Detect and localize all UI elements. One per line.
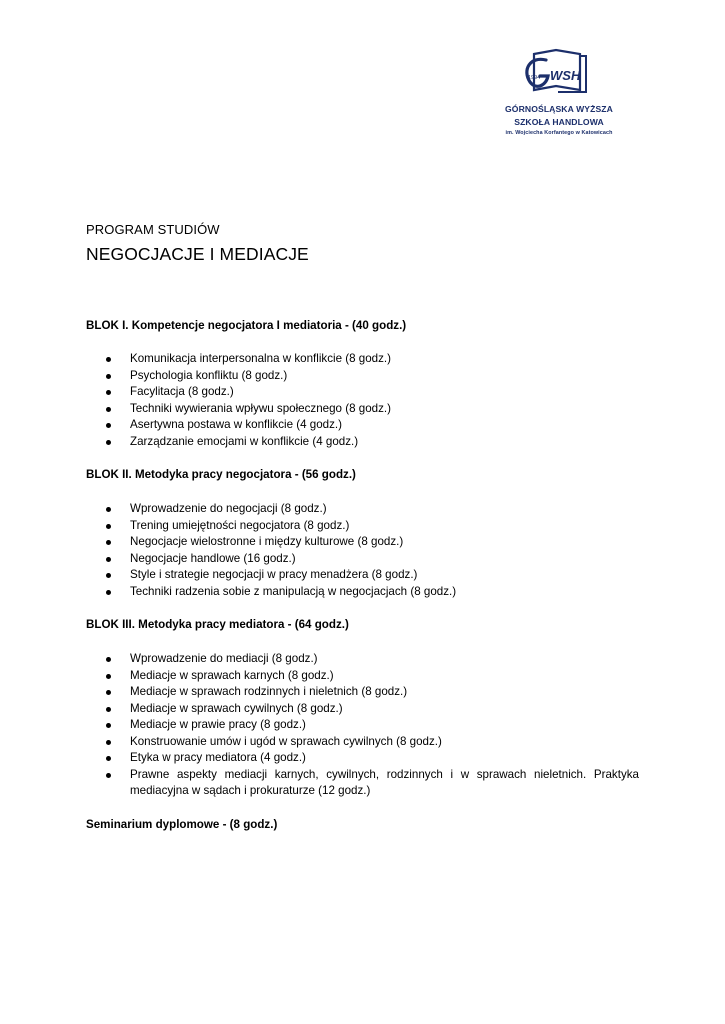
list-item-text: Techniki radzenia sobie z manipulacją w negocjacjach (8 godz.) (130, 584, 457, 598)
block-heading: BLOK III. Metodyka pracy mediatora - (64 godz.) (86, 618, 349, 631)
bullet-icon (106, 557, 111, 562)
list-item (86, 518, 639, 535)
university-logo (500, 46, 618, 140)
bullet-icon (106, 674, 111, 679)
block-item-list (86, 651, 639, 800)
bullet-icon (106, 374, 111, 379)
list-item (86, 717, 639, 734)
list-item (86, 501, 639, 518)
block-3 (86, 617, 639, 800)
block-item-list (86, 351, 639, 450)
list-item (86, 401, 639, 418)
bullet-icon (106, 740, 111, 745)
bullet-icon (106, 540, 111, 545)
block-1 (86, 318, 639, 450)
logo-patron-line: im. Wojciecha Korfantego w Katowicach (505, 130, 613, 136)
logo-year: 1994 (528, 75, 541, 81)
document-title: NEGOCJACJE I MEDIACJE (86, 244, 309, 264)
list-item-text: Psychologia konfliktu (8 godz.) (130, 368, 288, 382)
logo-mark-text: WSH (550, 68, 581, 83)
list-item (86, 368, 639, 385)
list-item-text: Mediacje w sprawach karnych (8 godz.) (130, 668, 334, 682)
list-item (86, 551, 639, 568)
seminar-heading: Seminarium dyplomowe - (8 godz.) (86, 817, 278, 831)
bullet-icon (106, 657, 111, 662)
list-item-text: Mediacje w sprawach rodzinnych i nieletnich (8 godz.) (130, 685, 408, 698)
bullet-icon (106, 723, 111, 728)
logo-name-line-2: SZKOŁA HANDLOWA (514, 117, 604, 127)
list-item-text: Mediacje w prawie pracy (8 godz.) (130, 718, 306, 731)
list-item (86, 767, 639, 800)
bullet-icon (106, 357, 111, 362)
list-item (86, 384, 639, 401)
list-item-text: Negocjacje wielostronne i między kulturowe (8 godz.) (130, 535, 404, 548)
list-item-text: Mediacje w sprawach cywilnych (8 godz.) (130, 701, 343, 715)
list-item-text: Konstruowanie umów i ugód w sprawach cywilnych (8 godz.) (130, 734, 442, 748)
list-item-text: Asertywna postawa w konflikcie (4 godz.) (130, 418, 342, 431)
logo-name-line-1: GÓRNOŚLĄSKA WYŻSZA (505, 104, 613, 114)
block-item-list (86, 501, 639, 600)
list-item (86, 701, 639, 718)
list-item-text: Komunikacja interpersonalna w konflikcie (8 godz.) (130, 352, 391, 365)
list-item (86, 351, 639, 368)
list-item-text: Facylitacja (8 godz.) (130, 385, 234, 398)
program-content (86, 318, 639, 833)
list-item (86, 567, 639, 584)
list-item (86, 651, 639, 668)
bullet-icon (106, 590, 111, 595)
block-2 (86, 467, 639, 600)
list-item (86, 750, 639, 767)
list-item-text: Wprowadzenie do mediacji (8 godz.) (130, 652, 318, 665)
bullet-icon (106, 690, 111, 695)
bullet-icon (106, 423, 111, 428)
list-item-text: Negocjacje handlowe (16 godz.) (130, 551, 296, 565)
bullet-icon (106, 390, 111, 395)
list-item-text: Wprowadzenie do negocjacji (8 godz.) (130, 502, 327, 515)
bullet-icon (106, 440, 111, 445)
list-item-text: Techniki wywierania wpływu społecznego (8 godz.) (130, 401, 391, 415)
bullet-icon (106, 756, 111, 761)
list-item (86, 534, 639, 551)
list-item-text: Prawne aspekty mediacji karnych, cywilnych, rodzinnych i w sprawach nieletnich. Praktyka mediacyjna w sądach i prokuraturze (12 godz.) (130, 767, 639, 797)
list-item (86, 684, 639, 701)
list-item (86, 668, 639, 685)
list-item (86, 417, 639, 434)
bullet-icon (106, 573, 111, 578)
bullet-icon (106, 707, 111, 712)
bullet-icon (106, 407, 111, 412)
list-item-text: Etyka w pracy mediatora (4 godz.) (130, 751, 306, 764)
list-item-text: Zarządzanie emocjami w konflikcie (4 godz.) (130, 434, 359, 448)
document-overtitle: PROGRAM STUDIÓW (86, 222, 220, 237)
bullet-icon (106, 773, 111, 778)
seminar-block (86, 817, 639, 833)
bullet-icon (106, 507, 111, 512)
list-item (86, 434, 639, 451)
list-item-text: Style i strategie negocjacji w pracy menadżera (8 godz.) (130, 568, 418, 581)
list-item (86, 584, 639, 601)
list-item-text: Trening umiejętności negocjatora (8 godz.) (130, 518, 350, 532)
block-heading: BLOK I. Kompetencje negocjatora I mediatoria - (40 godz.) (86, 319, 407, 332)
bullet-icon (106, 524, 111, 529)
list-item (86, 734, 639, 751)
block-heading: BLOK II. Metodyka pracy negocjatora - (56 godz.) (86, 468, 356, 481)
